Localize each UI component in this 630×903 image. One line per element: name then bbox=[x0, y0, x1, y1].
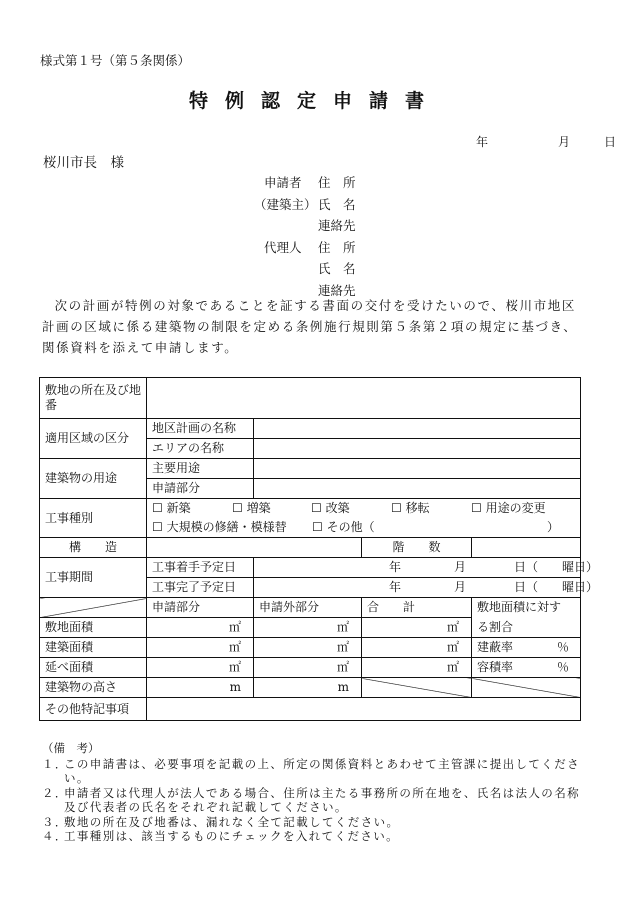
work-period-label: 工事期間 bbox=[40, 558, 147, 598]
far-ratio-cell[interactable] bbox=[472, 658, 581, 678]
coverage-label: 建蔽率 bbox=[477, 640, 514, 654]
building-use-label: 建築物の用途 bbox=[40, 459, 147, 499]
far-label: 容積率 bbox=[477, 660, 514, 674]
work-extension-checkbox[interactable]: ☐ 増築 bbox=[232, 501, 271, 515]
form-number: 様式第１号（第５条関係） bbox=[40, 53, 191, 68]
floor-area-applied[interactable]: ㎡ bbox=[147, 658, 254, 678]
date-month[interactable]: 月 bbox=[558, 135, 571, 149]
area-name-label: エリアの名称 bbox=[147, 439, 254, 459]
end-date-input[interactable] bbox=[254, 578, 599, 598]
note-number: １． bbox=[42, 756, 68, 771]
height-non-applied[interactable]: m bbox=[254, 678, 362, 698]
note-item bbox=[42, 829, 587, 844]
district-plan-name-input[interactable] bbox=[254, 419, 581, 439]
note-number: ２． bbox=[42, 785, 68, 800]
floors-input[interactable] bbox=[472, 538, 581, 558]
structure-label: 構 造 bbox=[40, 538, 147, 558]
notes-heading: （備 考） bbox=[42, 741, 100, 755]
agent-address-label: 住 所 bbox=[318, 240, 356, 255]
far-percent: ％ bbox=[557, 660, 570, 674]
intro-paragraph: 次の計画が特例の対象であることを証する書面の交付を受けたいので、桜川市地区計画の区域に係る建築物の制限を定める条例施行規則第５条第２項の規定に基づき、関係資料を添えて申請します。 bbox=[42, 298, 578, 355]
applicant-role-sub-label: （建築主） bbox=[254, 197, 317, 212]
note-text: 申請者又は代理人が法人である場合、住所は主たる事務所の所在地を、氏名は法人の名称及び代表者の氏名をそれぞれ記載してください。 bbox=[64, 785, 580, 814]
agent-contact-label: 連絡先 bbox=[318, 283, 356, 298]
work-type-label: 工事種別 bbox=[40, 499, 147, 538]
floor-area-non-applied[interactable]: ㎡ bbox=[254, 658, 362, 678]
work-other-checkbox[interactable]: ☐ その他（ bbox=[312, 520, 375, 534]
note-item bbox=[42, 815, 587, 830]
other-notes-label: その他特記事項 bbox=[40, 698, 147, 721]
col-applied-header: 申請部分 bbox=[147, 598, 254, 618]
building-area-applied[interactable]: ㎡ bbox=[147, 638, 254, 658]
start-month: 月 bbox=[454, 560, 467, 574]
height-label: 建築物の高さ bbox=[40, 678, 147, 698]
addressee: 桜川市長 様 bbox=[43, 155, 124, 171]
main-use-input[interactable] bbox=[254, 459, 581, 479]
work-rebuild-checkbox[interactable]: ☐ 改築 bbox=[311, 501, 350, 515]
work-change-use-checkbox[interactable]: ☐ 用途の変更 bbox=[471, 501, 546, 515]
end-day: 日（ 曜日） bbox=[514, 580, 599, 594]
site-area-non-applied[interactable]: ㎡ bbox=[254, 618, 362, 638]
site-area-applied[interactable]: ㎡ bbox=[147, 618, 254, 638]
note-text: この申請書は、必要事項を記載の上、所定の関係資料とあわせて主管課に提出してください。 bbox=[64, 756, 580, 785]
floor-area-total[interactable]: ㎡ bbox=[362, 658, 472, 678]
work-type-options-row1 bbox=[147, 499, 581, 519]
applied-part-label: 申請部分 bbox=[147, 479, 254, 499]
work-relocate-checkbox[interactable]: ☐ 移転 bbox=[391, 501, 430, 515]
end-date-label: 工事完了予定日 bbox=[147, 578, 254, 598]
work-major-repair-checkbox[interactable]: ☐ 大規模の修繕・模様替 bbox=[152, 520, 287, 534]
col-total-header: 合 計 bbox=[362, 598, 472, 618]
other-notes-input[interactable] bbox=[147, 698, 581, 721]
work-other-close: ） bbox=[547, 520, 560, 534]
site-location-input[interactable] bbox=[147, 378, 581, 419]
agent-name-label: 氏 名 bbox=[318, 261, 356, 276]
coverage-ratio-cell[interactable] bbox=[472, 638, 581, 658]
note-item bbox=[42, 786, 587, 815]
floor-area-label: 延べ面積 bbox=[40, 658, 147, 678]
date-day[interactable]: 日 bbox=[604, 135, 617, 149]
note-text: 工事種別は、該当するものにチェックを入れてください。 bbox=[64, 829, 400, 843]
note-item bbox=[42, 757, 587, 786]
col-non-applied-header: 申請外部分 bbox=[254, 598, 362, 618]
start-year: 年 bbox=[389, 560, 402, 574]
date-year[interactable]: 年 bbox=[476, 135, 489, 149]
work-type-options-row2 bbox=[147, 518, 581, 538]
date-line bbox=[476, 133, 616, 150]
note-number: ３． bbox=[42, 814, 68, 829]
start-date-input[interactable] bbox=[254, 558, 599, 578]
building-area-non-applied[interactable]: ㎡ bbox=[254, 638, 362, 658]
site-location-label: 敷地の所在及び地番 bbox=[40, 378, 147, 419]
applicant-address-label: 住 所 bbox=[318, 175, 356, 190]
height-total-blank bbox=[362, 678, 472, 698]
site-area-label: 敷地面積 bbox=[40, 618, 147, 638]
col-ratio-header: 敷地面積に対す bbox=[472, 598, 581, 618]
district-plan-name-label: 地区計画の名称 bbox=[147, 419, 254, 439]
form-title: 特例認定申請書 bbox=[188, 90, 441, 112]
height-ratio-blank bbox=[472, 678, 581, 698]
coverage-percent: ％ bbox=[557, 640, 570, 654]
zone-label: 適用区域の区分 bbox=[40, 419, 147, 459]
building-area-total[interactable]: ㎡ bbox=[362, 638, 472, 658]
work-new-checkbox[interactable]: ☐ 新築 bbox=[152, 501, 191, 515]
applicant-name-label: 氏 名 bbox=[318, 197, 356, 212]
agent-role-label: 代理人 bbox=[264, 240, 302, 255]
col-ratio-header-2: る割合 bbox=[472, 618, 581, 638]
applicant-role-label: 申請者 bbox=[264, 175, 302, 190]
note-text: 敷地の所在及び地番は、漏れなく全て記載してください。 bbox=[64, 814, 400, 829]
applicant-contact-label: 連絡先 bbox=[318, 218, 356, 233]
main-use-label: 主要用途 bbox=[147, 459, 254, 479]
floors-label: 階 数 bbox=[362, 538, 472, 558]
building-area-label: 建築面積 bbox=[40, 638, 147, 658]
application-table bbox=[39, 377, 599, 721]
notes-section bbox=[42, 741, 587, 844]
end-year: 年 bbox=[389, 580, 402, 594]
start-date-label: 工事着手予定日 bbox=[147, 558, 254, 578]
note-number: ４． bbox=[42, 829, 68, 843]
area-header-blank bbox=[40, 598, 147, 618]
site-area-total[interactable]: ㎡ bbox=[362, 618, 472, 638]
area-name-input[interactable] bbox=[254, 439, 581, 459]
structure-input[interactable] bbox=[147, 538, 362, 558]
height-applied[interactable]: m bbox=[147, 678, 254, 698]
end-month: 月 bbox=[454, 580, 467, 594]
applied-part-input[interactable] bbox=[254, 479, 581, 499]
start-day: 日（ 曜日） bbox=[514, 560, 599, 574]
